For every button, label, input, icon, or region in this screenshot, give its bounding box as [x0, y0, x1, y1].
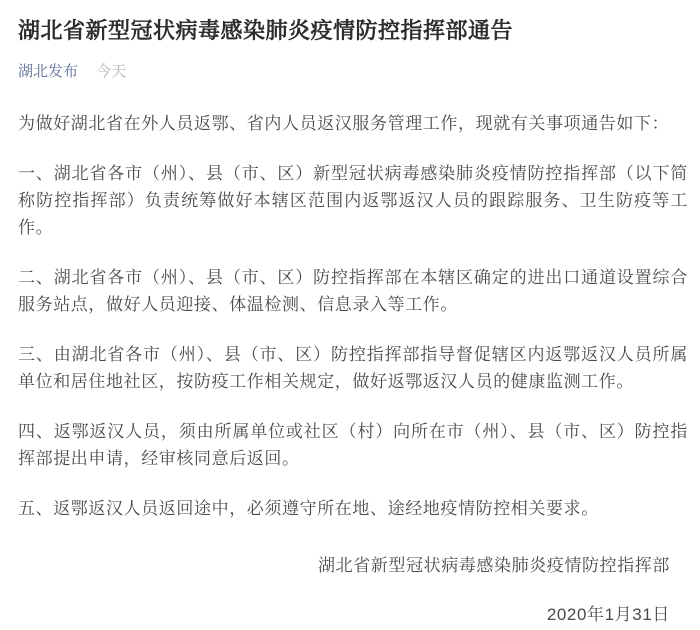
article-paragraph-item-5: 五、返鄂返汉人员返回途中，必须遵守所在地、途经地疫情防控相关要求。: [18, 499, 599, 518]
publish-time: 今天: [96, 63, 127, 80]
article-body: [18, 110, 688, 522]
article-paragraph-item-2: 二、湖北省各市（州）、县（市、区）防控指挥部在本辖区确定的进出口通道设置综合服务站点，做好人员迎接、体温检测、信息录入等工作。: [18, 268, 688, 314]
article-paragraph-item-1: 一、湖北省各市（州）、县（市、区）新型冠状病毒感染肺炎疫情防控指挥部（以下简称防控指挥部）负责统筹做好本辖区范围内返鄂返汉人员的跟踪服务、卫生防疫等工作。: [18, 164, 688, 237]
article-title: 湖北省新型冠状病毒感染肺炎疫情防控指挥部通告: [18, 18, 514, 43]
account-name-link[interactable]: 湖北发布: [18, 63, 79, 80]
article-meta: [18, 61, 688, 82]
article-paragraph-item-3: 三、由湖北省各市（州）、县（市、区）防控指挥部指导督促辖区内返鄂返汉人员所属单位和居住地社区，按防疫工作相关规定，做好返鄂返汉人员的健康监测工作。: [18, 345, 688, 391]
article-paragraph-intro: 为做好湖北省在外人员返鄂、省内人员返汉服务管理工作，现就有关事项通告如下：: [18, 114, 670, 133]
signature-line: 湖北省新型冠状病毒感染肺炎疫情防控指挥部: [318, 556, 670, 575]
article-paragraph-item-4: 四、返鄂返汉人员，须由所属单位或社区（村）向所在市（州）、县（市、区）防控指挥部提出申请，经审核同意后返回。: [18, 422, 688, 468]
publish-date: 2020年1月31日: [546, 605, 670, 624]
